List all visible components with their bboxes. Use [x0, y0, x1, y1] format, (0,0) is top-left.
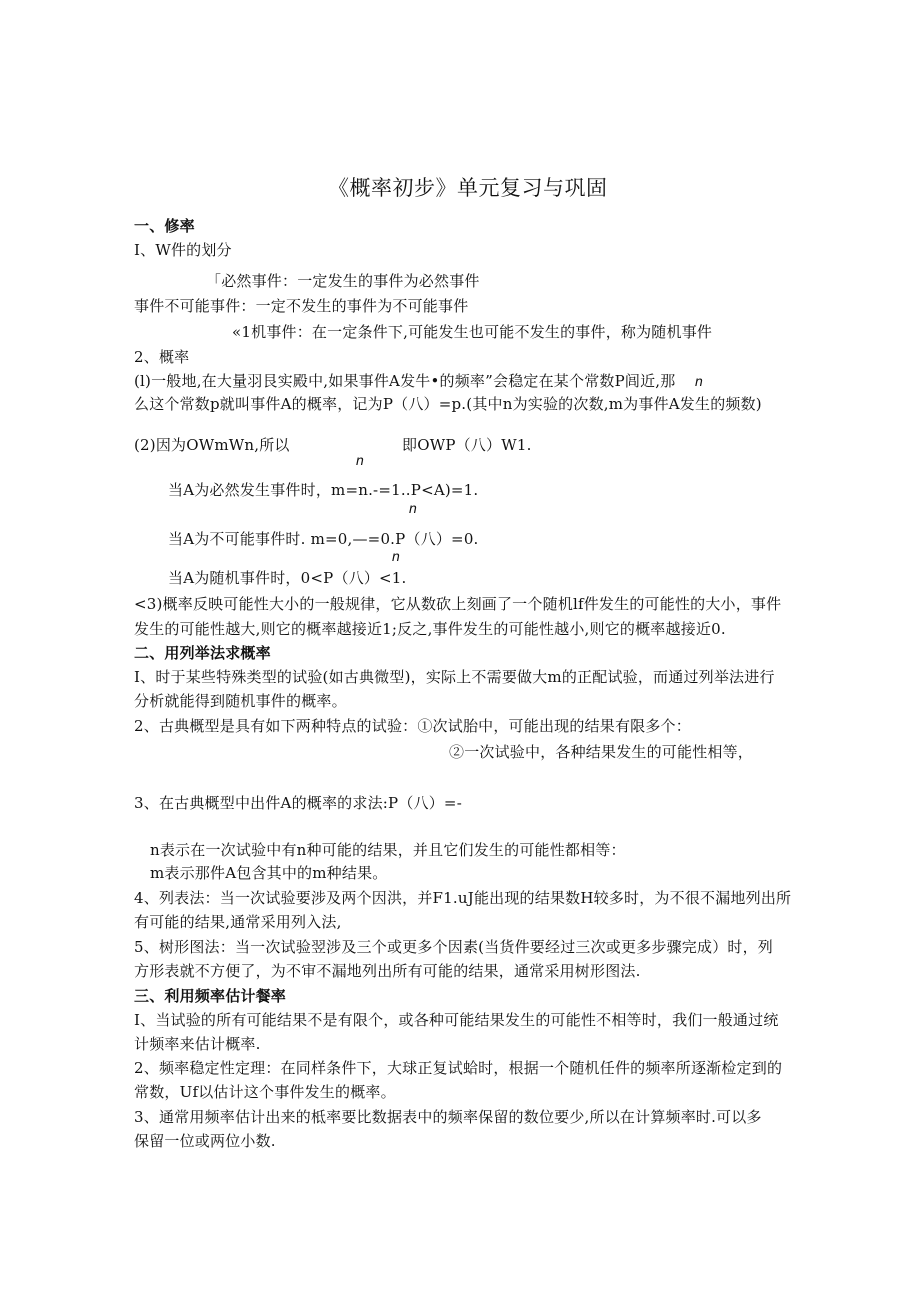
text-line: <3)概率反映可能性大小的一般规律，它从数砍上刻画了一个随机lf件发生的可能性的大小，事件	[134, 595, 782, 613]
fraction-denominator: n	[695, 373, 703, 389]
text-line: 4、列表法：当一次试验要涉及两个因洪，并F1.uJ能出现的结果数H较多时，为不很不漏地列出所	[134, 889, 792, 907]
text-line: n表示在一次试验中有n种可能的结果，并且它们发生的可能性都相等：	[150, 841, 626, 859]
section-heading-2: 二、用列举法求概率	[134, 644, 271, 662]
text-line: 即OWP（八）W1.	[402, 436, 532, 454]
text-line: 分析就能得到随机事件的概率。	[134, 692, 347, 710]
fraction-denominator: n	[409, 500, 417, 516]
text-line: 有可能的结果,通常采用列入法,	[134, 913, 342, 931]
text-line: m表示那件A包含其中的m种结果。	[150, 864, 388, 882]
section-heading-3: 三、利用频率估计餐率	[134, 987, 287, 1005]
text-line: ②一次试验中，各种结果发生的可能性相等，	[449, 743, 754, 761]
page-title: 《概率初步》单元复习与巩固	[328, 176, 608, 200]
text-line: 发生的可能性越大,则它的概率越接近1;反之,事件发生的可能性越小,则它的概率越接近0.	[134, 620, 726, 638]
text-line: 当A为不可能事件时. m=0,—=0.P（八）=0.	[168, 530, 479, 548]
text-line: (2)因为OWmWn,所以	[134, 436, 290, 454]
text-line: 2、概率	[134, 348, 190, 366]
text-line: 3、在古典概型中出件A的概率的求法:P（八）=-	[134, 794, 462, 812]
text-line: 方形表就不方便了，为不审不漏地列出所有可能的结果，通常采用树形图法.	[134, 962, 641, 980]
text-line: 保留一位或两位小数.	[134, 1132, 276, 1150]
text-line: I、W件的划分	[134, 241, 232, 259]
text-line: 2、古典概型是具有如下两种特点的试验：①次试胎中，可能出现的结果有限多个：	[134, 717, 691, 735]
fraction-denominator: n	[356, 452, 364, 468]
text-line: 常数，Uf以估计这个事件发生的概率。	[134, 1083, 396, 1101]
fraction-denominator: n	[392, 548, 400, 564]
text-line: 计频率来估计概率.	[134, 1035, 261, 1053]
text-line: 么这个常数p就叫事件A的概率，记为P（八）=p.(其中n为实验的次数,m为事件A发生的频数)	[134, 395, 762, 413]
text-line: 3、通常用频率估计出来的柢率要比数据表中的频率保留的数位要少,所以在计算频率时.可以多	[134, 1108, 762, 1126]
text-line: 事件不可能事件：一定不发生的事件为不可能事件	[134, 297, 469, 315]
text-line: I、时于某些特殊类型的试验(如古典微型)，实际上不需要做大m的正配试验，而通过列举法进行	[134, 668, 775, 686]
text-line: 当A为必然发生事件时，m=n.-=1..P<A)=1.	[168, 481, 479, 499]
text-line: «1机事件：在一定条件下,可能发生也可能不发生的事件，称为随机事件	[232, 323, 713, 341]
text-line: 5、树形图法：当一次试验翌涉及三个或更多个因素(当货件要经过三次或更多步骤完成）时，列	[134, 938, 773, 956]
text-line: I、当试验的所有可能结果不是有限个，或各种可能结果发生的可能性不相等时，我们一般通过统	[134, 1011, 779, 1029]
text-line: 2、频率稳定性定理：在同样条件下，大球正复试蛤时，根据一个随机任件的频率所逐渐检定到的	[134, 1059, 783, 1077]
text-line: 「必然事件：一定发生的事件为必然事件	[206, 272, 480, 290]
text-line: (l)一般地,在大量羽艮实殿中,如果事件A发牛•的频率”会稳定在某个常数P闾近,那	[134, 372, 676, 390]
section-heading-1: 一、修率	[134, 217, 195, 235]
text-line: 当A为随机事件时，0<P（八）<1.	[168, 569, 407, 587]
